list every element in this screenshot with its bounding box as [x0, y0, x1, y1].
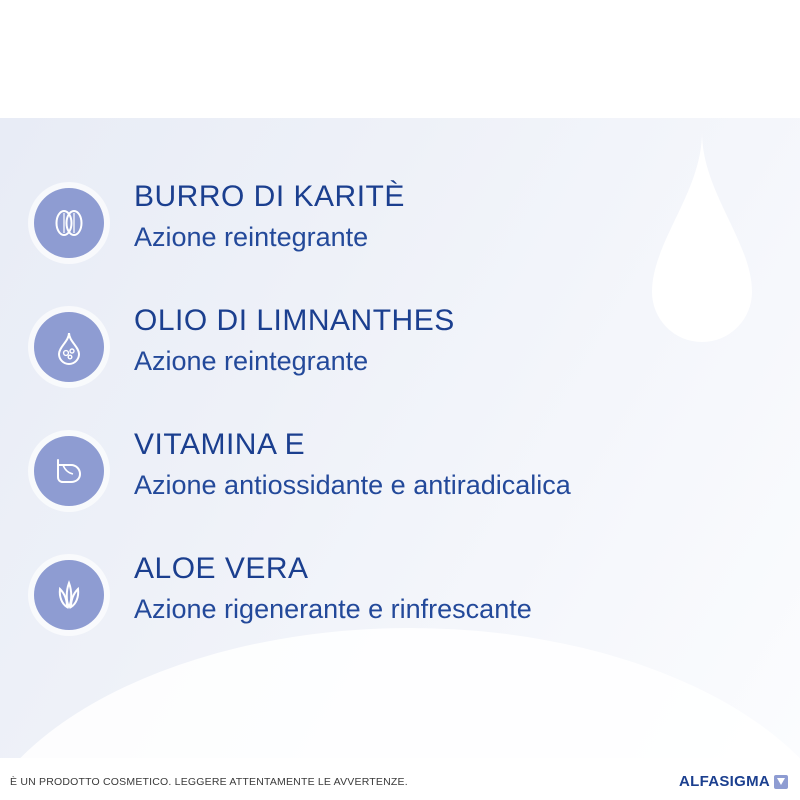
brand-name: ALFASIGMA [678, 773, 770, 790]
footer [0, 758, 800, 800]
ingredient-subtitle: Azione antiossidante e antiradicalica [134, 470, 571, 500]
ingredient-title: VITAMINA E [134, 428, 306, 461]
ingredient-subtitle: Azione reintegrante [134, 346, 369, 376]
ingredient-title: ALOE VERA [134, 552, 309, 585]
brand-logo [679, 773, 788, 790]
shea-nut-icon [34, 188, 104, 258]
flexed-arm-icon [34, 436, 104, 506]
ingredient-list [0, 178, 800, 674]
list-item [0, 178, 800, 274]
ingredient-texts [134, 550, 532, 625]
ingredient-texts [134, 426, 571, 501]
disclaimer-text: È UN PRODOTTO COSMETICO. LEGGERE ATTENTAMENTE LE AVVERTENZE. [10, 776, 408, 788]
list-item [0, 426, 800, 522]
ingredient-subtitle: Azione rigenerante e rinfrescante [134, 594, 532, 624]
alfasigma-logo-icon [774, 775, 788, 789]
ingredient-texts [134, 178, 405, 253]
list-item [0, 302, 800, 398]
ingredient-title: OLIO DI LIMNANTHES [134, 304, 455, 337]
oil-drop-icon [34, 312, 104, 382]
ingredient-title: BURRO DI KARITÈ [134, 180, 405, 213]
aloe-leaf-icon [34, 560, 104, 630]
ingredient-texts [134, 302, 455, 377]
ingredient-subtitle: Azione reintegrante [134, 222, 369, 252]
gradient-panel [0, 118, 800, 758]
